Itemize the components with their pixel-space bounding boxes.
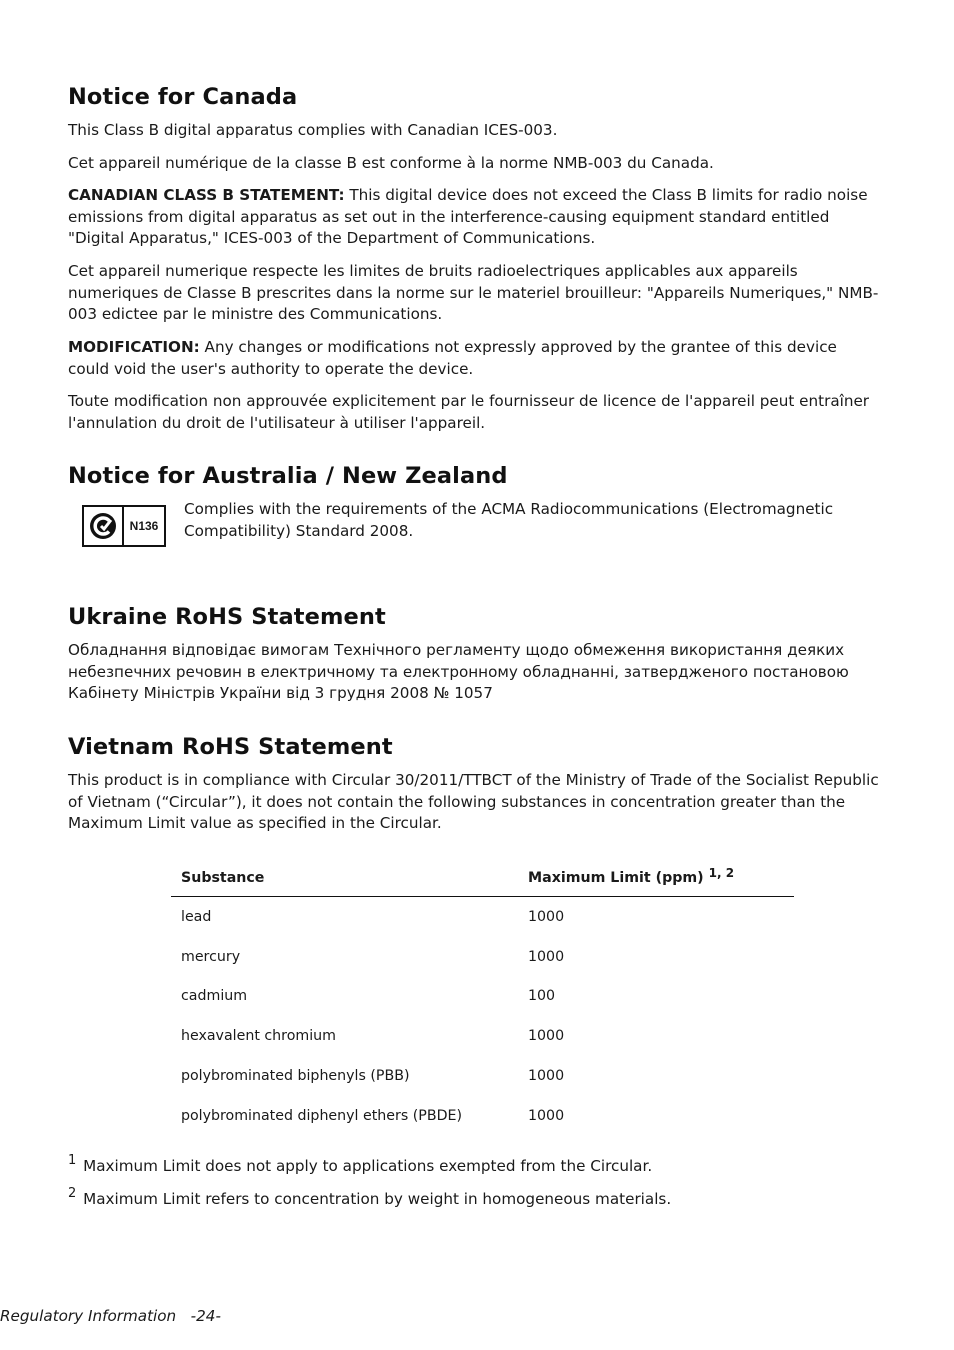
table-row — [171, 937, 794, 977]
australia-heading: Notice for Australia / New Zealand — [68, 463, 508, 489]
table-header-row — [171, 848, 794, 897]
substance-cell: cadmium — [181, 988, 248, 1005]
limit-cell: 100 — [528, 988, 556, 1005]
page-footer: Regulatory Information -24- — [0, 1307, 221, 1325]
limit-cell: 1000 — [528, 1068, 565, 1085]
table-row — [171, 1016, 794, 1056]
footnote-1-text: Maximum Limit does not apply to applications exempted from the Circular. — [78, 1157, 653, 1175]
canada-heading: Notice for Canada — [68, 84, 298, 110]
table-row — [171, 897, 794, 937]
limit-cell: 1000 — [528, 1107, 565, 1124]
limit-header-footnote-ref: 1, 2 — [708, 866, 735, 880]
limit-header-label: Maximum Limit (ppm) — [528, 870, 704, 886]
substance-cell: mercury — [181, 948, 241, 965]
substance-cell: polybrominated biphenyls (PBB) — [181, 1068, 410, 1085]
table-row — [171, 977, 794, 1017]
australia-compliance-text: Complies with the requirements of the ACMA Radiocommunications (Electromagnetic Compatibility) Standard 2008. — [184, 500, 834, 540]
rcm-compliance-mark — [82, 505, 166, 547]
canada-class-b-label: CANADIAN CLASS B STATEMENT: — [68, 186, 345, 204]
rcm-code-label: N136 — [129, 519, 159, 533]
limit-cell: 1000 — [528, 948, 565, 965]
vietnam-heading: Vietnam RoHS Statement — [68, 734, 393, 760]
footnote-2 — [68, 1186, 880, 1211]
canada-modification-label: MODIFICATION: — [68, 338, 200, 356]
canada-paragraph-2: Cet appareil numérique de la classe B est conforme à la norme NMB-003 du Canada. — [68, 154, 714, 172]
substance-cell: lead — [181, 908, 212, 925]
substance-column-header: Substance — [171, 848, 528, 897]
canada-paragraph-6: Toute modification non approuvée explicitement par le fournisseur de licence de l'appareil peut entraîner l'annulation du droit de l'utilisateur à utiliser l'appareil. — [68, 392, 870, 432]
ukraine-statement: Обладнання відповідає вимогам Технічного регламенту щодо обмеження використання деяких небезпечних речовин в електричному та електронному обладнанні, затвердженого постановою Кабінету Міністрів України від 3 грудня 2008 № 1057 — [68, 641, 849, 703]
limit-column-header — [528, 848, 794, 897]
canada-class-b-statement — [68, 185, 880, 250]
substance-cell: polybrominated diphenyl ethers (PBDE) — [181, 1107, 462, 1124]
footnote-2-number: 2 — [68, 1186, 77, 1201]
canada-modification-text: Any changes or modifications not expressly approved by the grantee of this device could void the user's authority to operate the device. — [68, 338, 837, 378]
ukraine-heading: Ukraine RoHS Statement — [68, 604, 386, 630]
substance-cell: hexavalent chromium — [181, 1028, 336, 1045]
substance-limit-table — [171, 848, 794, 1136]
canada-class-b-text: This digital device does not exceed the Class B limits for radio noise emissions from digital apparatus as set out in the interference-causing equipment standard entitled "Digital Apparatus," ICES-003 of the Department of Communications. — [68, 186, 868, 248]
vietnam-statement: This product is in compliance with Circular 30/2011/TTBCT of the Ministry of Trade of the Socialist Republic of Vietnam (“Circular”), it does not contain the following substances in concentration greater than the Maximum Limit value as specified in the Circular. — [68, 771, 879, 833]
footnote-2-text: Maximum Limit refers to concentration by weight in homogeneous materials. — [78, 1190, 672, 1208]
c-tick-icon — [84, 507, 124, 545]
canada-modification-statement — [68, 337, 880, 380]
limit-cell: 1000 — [528, 908, 565, 925]
limit-cell: 1000 — [528, 1028, 565, 1045]
table-row — [171, 1096, 794, 1136]
footnote-1 — [68, 1153, 880, 1178]
canada-paragraph-1: This Class B digital apparatus complies with Canadian ICES-003. — [68, 121, 558, 139]
footnote-1-number: 1 — [68, 1153, 77, 1168]
canada-paragraph-4: Cet appareil numerique respecte les limites de bruits radioelectriques applicables aux appareils numeriques de Classe B prescrites dans la norme sur le materiel brouilleur: "Appareils Numeriques," NMB-003 edictee par le ministre des Communications. — [68, 262, 879, 324]
table-row — [171, 1056, 794, 1096]
